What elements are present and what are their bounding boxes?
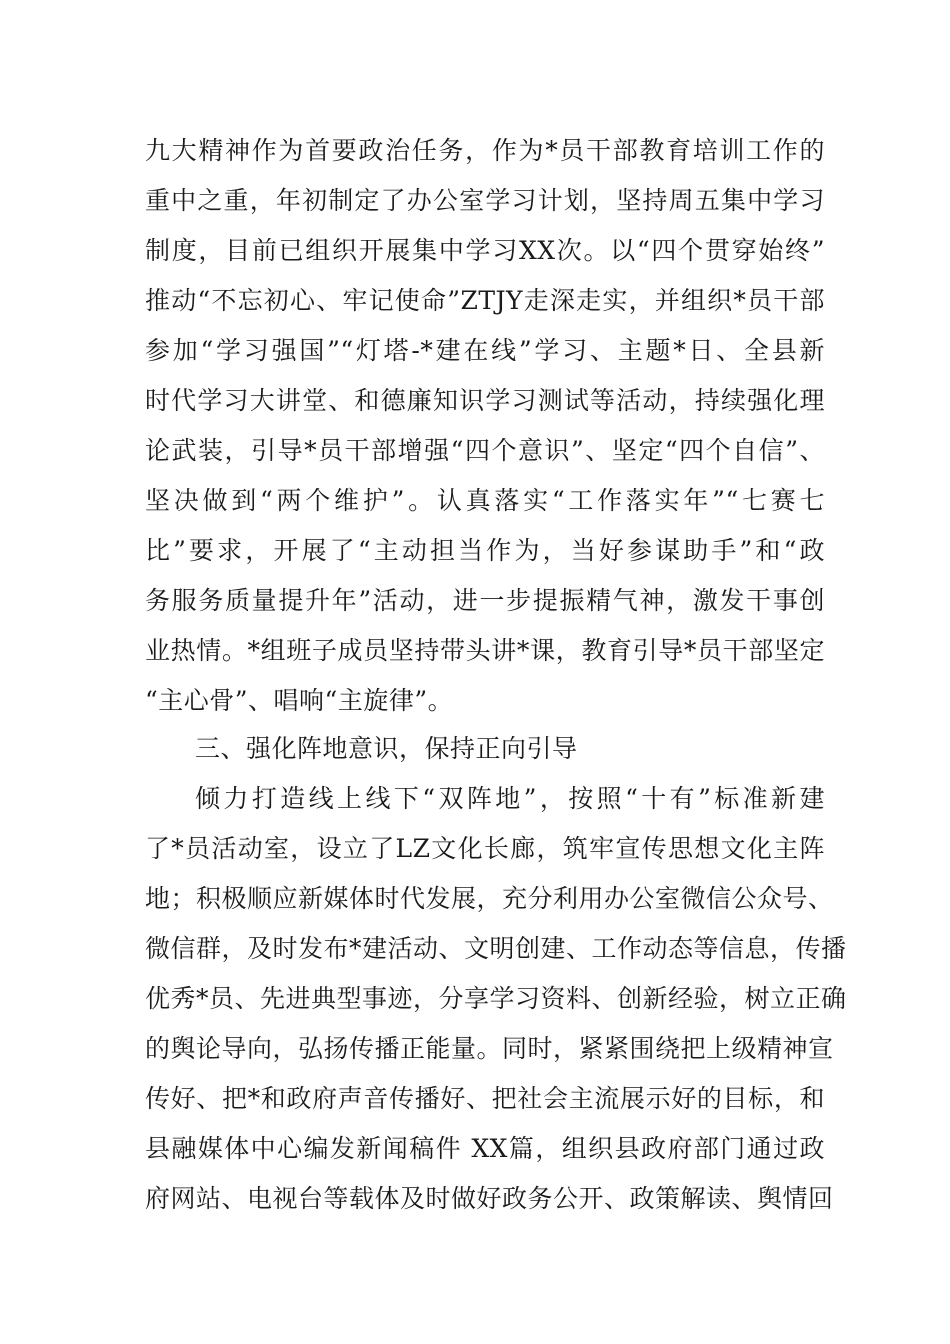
paragraph-line: 比”要求，开展了“主动担当作为，当好参谋助手”和“政: [145, 536, 825, 565]
section-heading: 三、强化阵地意识，保持正向引导: [195, 734, 578, 763]
paragraph-line: 时代学习大讲堂、和德廉知识学习测试等活动，持续强化理: [145, 386, 825, 415]
paragraph-line: 业热情。*组班子成员坚持带头讲*课，教育引导*员干部坚定: [145, 636, 825, 665]
paragraph-line: 微信群，及时发布*建活动、文明创建、工作动态等信息，传播: [145, 934, 847, 963]
paragraph-line: 论武装，引导*员干部增强“四个意识”、坚定“四个自信”、: [145, 436, 825, 465]
paragraph-line: 重中之重，年初制定了办公室学习计划，坚持周五集中学习: [145, 186, 825, 215]
paragraph-line: 地；积极顺应新媒体时代发展，充分利用办公室微信公众号、: [145, 884, 834, 913]
paragraph-line: 的舆论导向，弘扬传播正能量。同时，紧紧围绕把上级精神宣: [145, 1034, 834, 1063]
paragraph-line: 府网站、电视台等载体及时做好政务公开、政策解读、舆情回: [145, 1184, 834, 1213]
paragraph-line: 制度，目前已组织开展集中学习XX次。以“四个贯穿始终”: [145, 236, 825, 265]
paragraph-line: 优秀*员、先进典型事迹，分享学习资料、创新经验，树立正确: [145, 984, 847, 1013]
paragraph-line: 县融媒体中心编发新闻稿件 XX篇，组织县政府部门通过政: [145, 1134, 825, 1163]
paragraph-line: 推动“不忘初心、牢记使命”ZTJY走深走实，并组织*员干部: [145, 286, 825, 315]
paragraph-line: 九大精神作为首要政治任务，作为*员干部教育培训工作的: [145, 136, 825, 165]
paragraph-line: 倾力打造线上线下“双阵地”，按照“十有”标准新建: [195, 784, 825, 813]
paragraph-line: 坚决做到“两个维护”。认真落实“工作落实年”“七赛七: [145, 486, 825, 515]
paragraph-line: “主心骨”、唱响“主旋律”。: [145, 686, 454, 715]
paragraph-line: 传好、把*和政府声音传播好、把社会主流展示好的目标，和: [145, 1084, 825, 1113]
paragraph-line: 务服务质量提升年”活动，进一步提振精气神，激发干事创: [145, 586, 825, 615]
paragraph-line: 了*员活动室，设立了LZ文化长廊，筑牢宣传思想文化主阵: [145, 834, 825, 863]
paragraph-line: 参加“学习强国”“灯塔-*建在线”学习、主题*日、全县新: [145, 336, 825, 365]
